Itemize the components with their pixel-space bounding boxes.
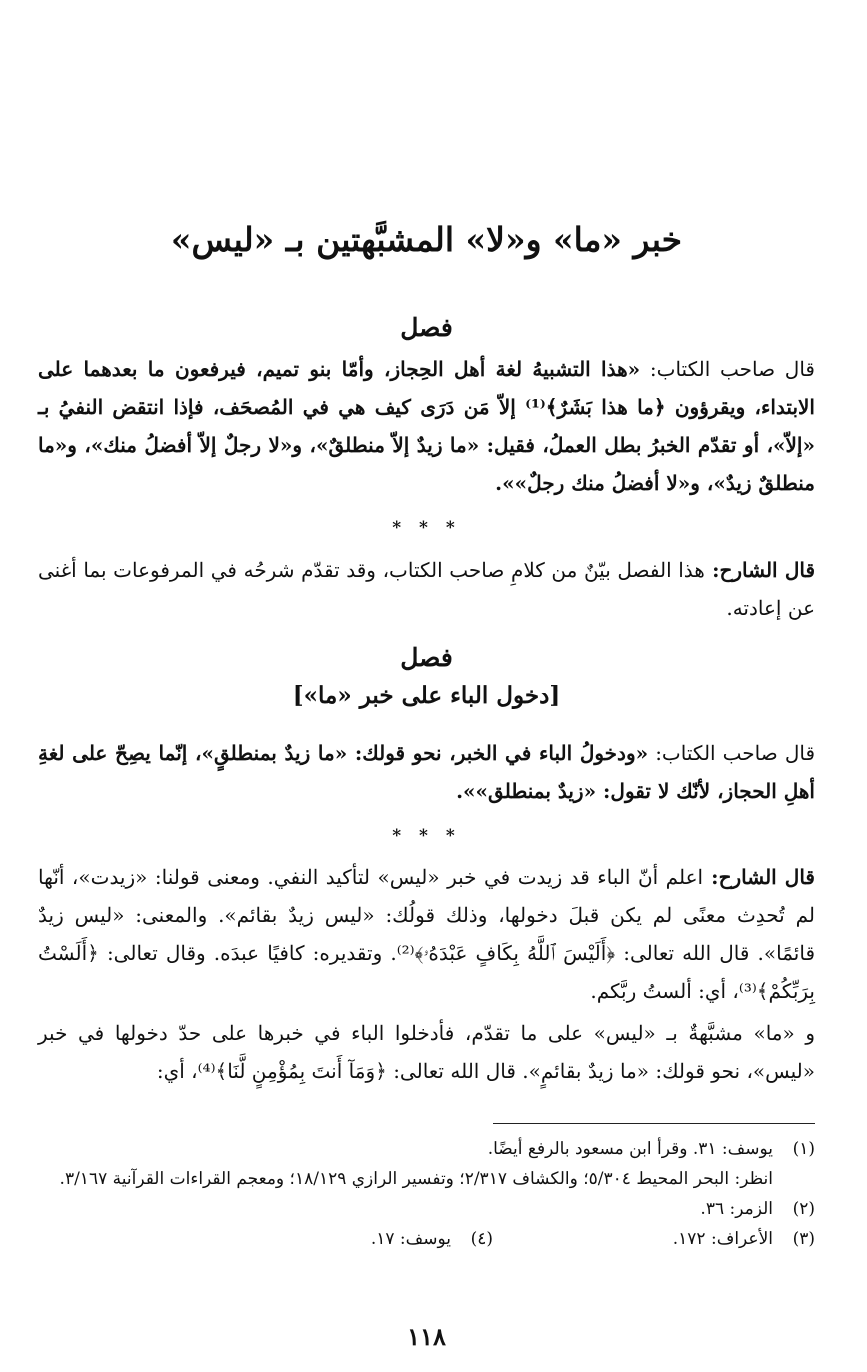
- section-subheading: [دخول الباء على خبر «ما»]: [292, 682, 561, 709]
- commentary-body: هذا الفصل بيّنٌ من كلامِ صاحب الكتاب، وقد تقدّم شرحُه في المرفوعات بما أغنى عن إعادته.: [38, 558, 815, 620]
- commentary-body: اعلم أنّ الباء قد زيدت في خبر «ليس» لتأكيد النفي. ومعنى قولنا: «زيدت»، أنّها لم تُحدِث معنًى لم يكن قبلَ دخولها، وذلك قولُك: «ليس زيدٌ بقائم». والمعنى: «ليس زيدٌ قائمًا». قال الله تعالى: ﴿أَلَيْسَ ٱللَّهُ بِكَافٍ عَبْدَهُۥ﴾⁽²⁾. وتقديره: كافيًا عبدَه. وقال تعالى: ﴿أَلَسْتُ بِرَبِّكُمْ﴾⁽³⁾، أي: ألستُ ربَّكم.: [38, 865, 816, 1003]
- footnote-number: (٢): [792, 1199, 815, 1219]
- footnote-text: الزمر: ٣٦.: [700, 1199, 773, 1219]
- author-paragraph: [38, 734, 815, 810]
- section-1-text: [38, 350, 815, 502]
- footnote-number: (٤): [470, 1229, 493, 1249]
- paragraph-ma: و «ما» مشبَّهةٌ بـ «ليس» على ما تقدّم، فأدخلوا الباء في خبرها على حدّ دخولها في خبر «ليس»، نحو قولك: «ما زيدٌ بقائمٍ». قال الله تعالى: ﴿وَمَآ أَنتَ بِمُؤْمِنٍ لَّنَا﴾⁽⁴⁾، أي:: [38, 1021, 815, 1083]
- page-number: ١١٨: [407, 1322, 446, 1351]
- separator-stars: * * *: [392, 518, 461, 538]
- footnotes: [38, 1134, 815, 1254]
- commentary-lead: قال الشارح:: [704, 558, 816, 582]
- commentary-1: [38, 551, 815, 627]
- page-title: خبر «ما» و«لا» المشبَّهتين بـ «ليس»: [170, 220, 683, 259]
- paragraph-body: «هذا التشبيهُ لغة أهل الحِجاز، وأمّا بنو تميم، فيرفعون ما بعدهما على الابتداء، ويقرؤون ﴿ما هذا بَشَرٌ﴾⁽¹⁾ إلاّ مَن دَرَى كيف هي في المُصحَف، فإذا انتقض النفيُ بـ «إلاّ»، أو تقدّم الخبرُ بطل العملُ، فقيل: «ما زيدٌ إلاّ منطلقٌ»، و«لا رجلٌ إلاّ أفضلُ منك»، و«ما منطلقٌ زيدٌ»، و«لا أفضلُ منك رجلٌ»».: [38, 357, 815, 495]
- paragraph-body: «ودخولُ الباء في الخبر، نحو قولك: «ما زيدٌ بمنطلقٍ»، إنّما يصِحّ على لغةِ أهلِ الحجاز، لأنّك لا تقول: «زيدٌ بمنطلق»».: [38, 741, 815, 803]
- footnote-text: يوسف: ٣١. وقرأ ابن مسعود بالرفع أيضًا.: [487, 1139, 773, 1159]
- footnote-number: (١): [792, 1139, 815, 1159]
- paragraph-lead: قال صاحب الكتاب:: [640, 357, 815, 381]
- footnote-1-continued: انظر: البحر المحيط ٥/٣٠٤؛ والكشاف ٢/٣١٧؛ وتفسير الرازي ١٨/١٢٩؛ ومعجم القراءات القرآنية ٣/١٦٧.: [59, 1169, 773, 1189]
- footnote-4: [371, 1224, 493, 1254]
- commentary-lead: قال الشارح:: [703, 865, 815, 889]
- author-paragraph: [38, 350, 815, 502]
- section-2-text: [38, 734, 815, 810]
- footnote-row: [38, 1224, 815, 1254]
- section-heading: فصل: [400, 643, 453, 672]
- section-1: [38, 308, 815, 348]
- footnote-divider: [493, 1123, 815, 1124]
- footnote-2: [38, 1194, 815, 1224]
- footnote-text: الأعراف: ١٧٢.: [672, 1229, 773, 1249]
- paragraph-lead: قال صاحب الكتاب:: [648, 741, 815, 765]
- footnote-3: [493, 1224, 815, 1254]
- section-2: [38, 640, 815, 716]
- footnote-number: (٣): [792, 1229, 815, 1249]
- commentary-paragraph: [38, 858, 815, 1010]
- footnote-1: [38, 1134, 815, 1164]
- separator-stars: * * *: [392, 826, 461, 846]
- commentary-2: [38, 858, 815, 1090]
- section-heading: فصل: [400, 313, 453, 342]
- book-page: [38, 0, 815, 1372]
- footnote-text: يوسف: ١٧.: [370, 1229, 451, 1249]
- commentary-paragraph: [38, 551, 815, 627]
